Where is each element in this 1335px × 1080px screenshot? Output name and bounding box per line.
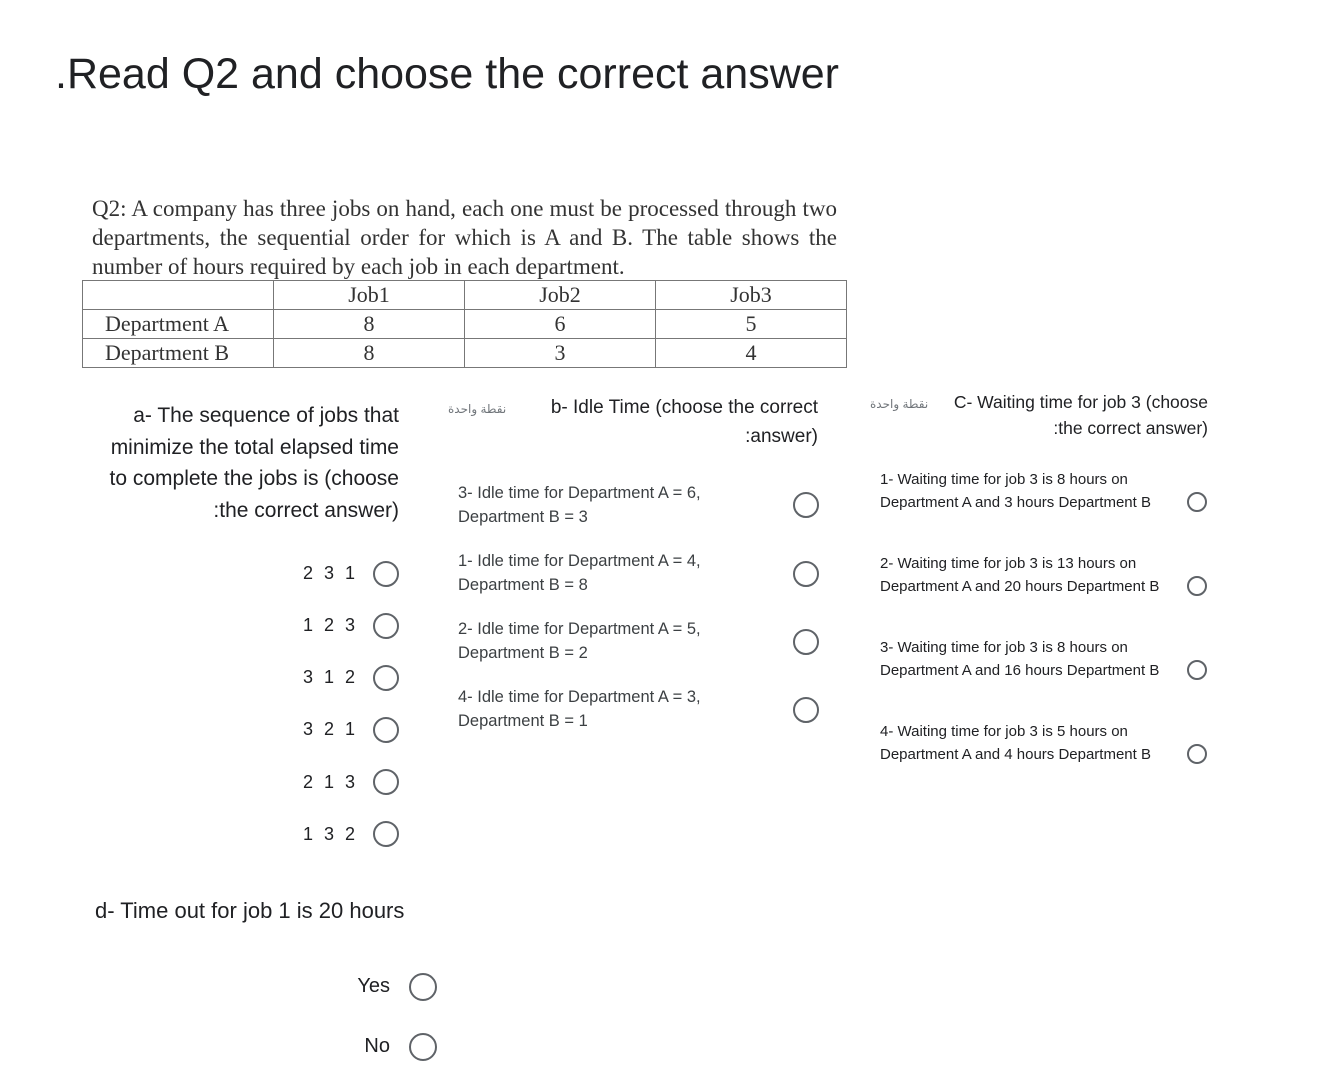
- option-c-label: 3- Waiting time for job 3 is 8 hours on Department A and 16 hours Department B: [880, 639, 1160, 679]
- hours-table: [82, 280, 847, 368]
- option-a-label: 3 2 1: [302, 719, 358, 739]
- option-b-radio[interactable]: [793, 697, 819, 723]
- question-d-prompt: d- Time out for job 1 is 20 hours: [95, 898, 405, 923]
- option-a-radio[interactable]: [373, 613, 399, 639]
- points-label: نقطة واحدة: [448, 402, 507, 416]
- option-a-radio[interactable]: [373, 665, 399, 691]
- table-header-cell: Job3: [656, 281, 847, 310]
- table-row-label: Department B: [83, 339, 274, 368]
- option-d-radio-yes[interactable]: [409, 973, 437, 1001]
- option-b-label: 1- Idle time for Department A = 4, Department B = 8: [458, 552, 701, 594]
- table-cell: 8: [274, 310, 465, 339]
- table-cell: 5: [656, 310, 847, 339]
- page-title: .Read Q2 and choose the correct answer: [55, 50, 839, 98]
- table-cell: 4: [656, 339, 847, 368]
- option-d-label: No: [364, 1035, 390, 1057]
- problem-text: Q2: A company has three jobs on hand, each one must be processed through two departments, the sequential order for which is A and B. The table shows the number of hours required by each job in each department.: [92, 196, 837, 279]
- option-a-label: 1 2 3: [302, 615, 358, 635]
- option-d-radio-no[interactable]: [409, 1033, 437, 1061]
- option-c-radio[interactable]: [1187, 576, 1207, 596]
- table-header-cell: Job2: [465, 281, 656, 310]
- option-c-radio[interactable]: [1187, 492, 1207, 512]
- table-header-cell: [83, 281, 274, 310]
- option-a-label: 3 1 2: [302, 667, 358, 687]
- option-c-label: 4- Waiting time for job 3 is 5 hours on Department A and 4 hours Department B: [880, 723, 1151, 763]
- option-b-label: 4- Idle time for Department A = 3, Department B = 1: [458, 688, 701, 730]
- option-a-radio[interactable]: [373, 769, 399, 795]
- question-b-prompt: b- Idle Time (choose the correct :answer): [550, 397, 818, 447]
- option-a-label: 2 1 3: [302, 772, 358, 792]
- option-c-radio[interactable]: [1187, 660, 1207, 680]
- table-row: [83, 339, 847, 368]
- table-cell: 3: [465, 339, 656, 368]
- table-row: [83, 310, 847, 339]
- table-row-label: Department A: [83, 310, 274, 339]
- question-a-prompt: a- The sequence of jobs that minimize the total elapsed time to complete the jobs is (choose :the correct answer): [109, 404, 399, 522]
- option-a-radio[interactable]: [373, 821, 399, 847]
- option-b-radio[interactable]: [793, 629, 819, 655]
- option-a-radio[interactable]: [373, 561, 399, 587]
- option-b-radio[interactable]: [793, 561, 819, 587]
- table-cell: 6: [465, 310, 656, 339]
- option-c-label: 1- Waiting time for job 3 is 8 hours on Department A and 3 hours Department B: [880, 471, 1151, 511]
- question-c-prompt: C- Waiting time for job 3 (choose :the correct answer): [953, 392, 1208, 438]
- table-header-row: [83, 281, 847, 310]
- option-c-label: 2- Waiting time for job 3 is 13 hours on Department A and 20 hours Department B: [880, 555, 1160, 595]
- option-c-radio[interactable]: [1187, 744, 1207, 764]
- table-cell: 8: [274, 339, 465, 368]
- option-b-label: 3- Idle time for Department A = 6, Department B = 3: [458, 484, 701, 526]
- table-header-cell: Job1: [274, 281, 465, 310]
- option-b-label: 2- Idle time for Department A = 5, Department B = 2: [458, 620, 701, 662]
- option-a-radio[interactable]: [373, 717, 399, 743]
- option-d-label: Yes: [357, 975, 390, 997]
- option-a-label: 2 3 1: [302, 563, 358, 583]
- option-a-label: 1 3 2: [302, 824, 358, 844]
- option-b-radio[interactable]: [793, 492, 819, 518]
- points-label: نقطة واحدة: [870, 397, 929, 411]
